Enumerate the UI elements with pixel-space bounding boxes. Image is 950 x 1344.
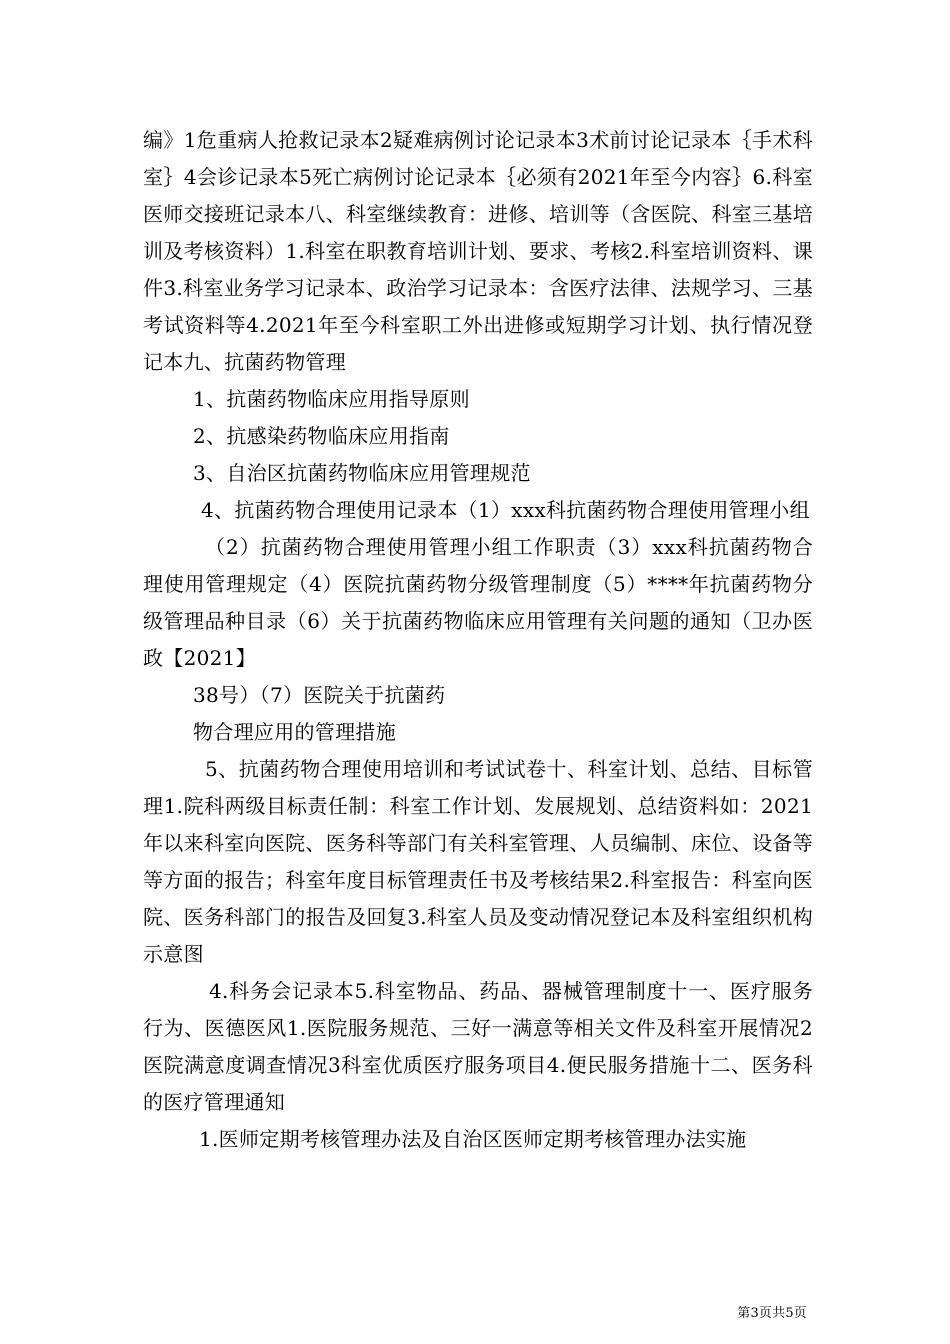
document-body xyxy=(143,122,813,1158)
paragraph-physician-assessment: 1.医师定期考核管理办法及自治区医师定期考核管理办法实施 xyxy=(199,1127,747,1151)
paragraph-item-5-and-planning: 5、抗菌药物合理使用培训和考试试卷十、科室计划、总结、目标管理1.院科两级目标责任制：科室工作计划、发展规划、总结资料如：2021年以来科室向医院、医务科等部门有关科室管理、人员编制、床位、设备等等方面的报告；科室年度目标管理责任书及考核结果2.科室报告：科室向医院、医务科部门的报告及回复3.科室人员及变动情况登记本及科室组织机构示意图 xyxy=(143,757,813,966)
paragraph-department-meeting: 4.科务会记录本5.科室物品、药品、器械管理制度十一、医疗服务行为、医德医风1.医院服务规范、三好一满意等相关文件及科室开展情况2医院满意度调查情况3科室优质医疗服务项目4.便民服务措施十二、医务科的医疗管理通知 xyxy=(143,979,813,1114)
paragraph-item-1: 1、抗菌药物临床应用指导原则 xyxy=(193,387,470,411)
paragraph-item-7-part-1: 38号）（7）医院关于抗菌药 xyxy=(193,683,446,707)
paragraph-item-3: 3、自治区抗菌药物临床应用管理规范 xyxy=(193,461,531,485)
paragraph-item-7-part-2: 物合理应用的管理措施 xyxy=(193,720,396,744)
page-number: 第3页共5页 xyxy=(737,1306,807,1321)
paragraph-item-2: 2、抗感染药物临床应用指南 xyxy=(193,424,450,448)
paragraph-records-and-education: 编》1危重病人抢救记录本2疑难病例讨论记录本3术前讨论记录本｛手术科室｝4会诊记录本5死亡病例讨论记录本｛必须有2021年至今内容｝6.科室医师交接班记录本八、科室继续教育：进修、培训等（含医院、科室三基培训及考核资料）1.科室在职教育培训计划、要求、考核2.科室培训资料、课件3.科室业务学习记录本、政治学习记录本：含医疗法律、法规学习、三基考试资料等4.2021年至今科室职工外出进修或短期学习计划、执行情况登记本九、抗菌药物管理 xyxy=(143,128,813,374)
paragraph-item-4: 4、抗菌药物合理使用记录本（1）xxx科抗菌药物合理使用管理小组 xyxy=(201,498,810,522)
paragraph-subitems: （2）抗菌药物合理使用管理小组工作职责（3）xxx科抗菌药物合理使用管理规定（4）医院抗菌药物分级管理制度（5）****年抗菌药物分级管理品种目录（6）关于抗菌药物临床应用管理有关问题的通知（卫办医政【2021】 xyxy=(143,535,813,670)
